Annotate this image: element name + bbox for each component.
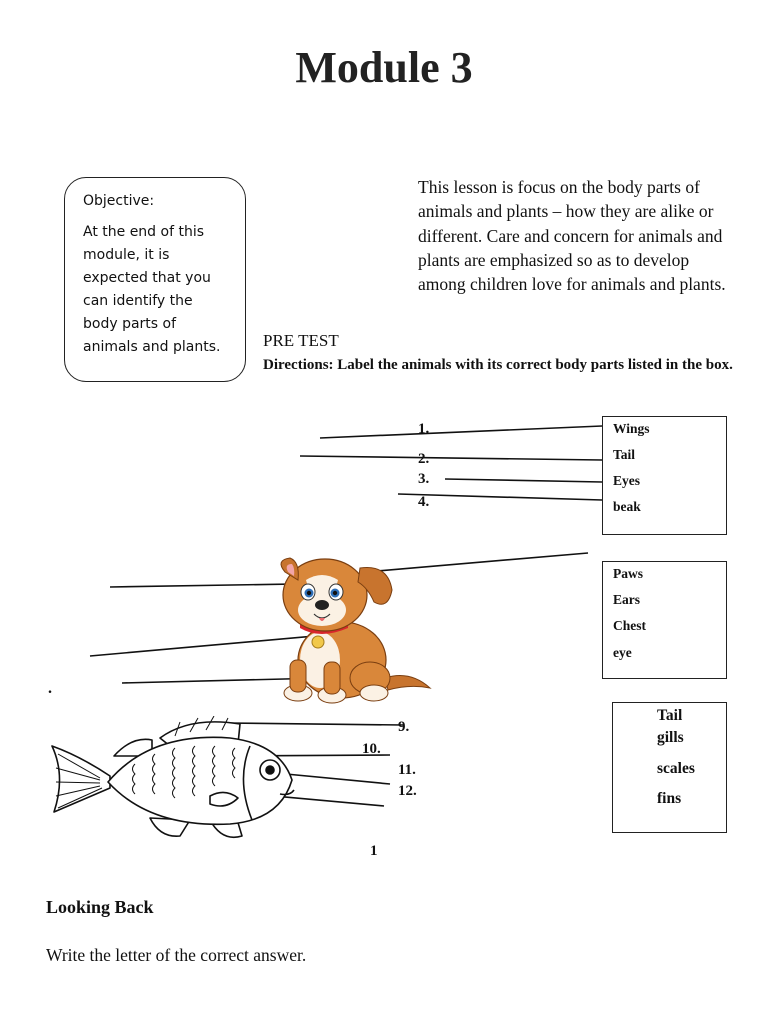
- word-item: eye: [613, 645, 632, 660]
- answer-number: 3.: [418, 471, 430, 487]
- dog-parts-box: [602, 561, 727, 679]
- label-line: [300, 456, 602, 460]
- section-instruction: Write the letter of the correct answer.: [46, 945, 307, 965]
- answer-number: 10.: [362, 741, 381, 757]
- answer-number: 4.: [418, 494, 430, 510]
- answer-number: 11.: [398, 762, 416, 778]
- word-item: fins: [657, 790, 682, 807]
- word-item: Tail: [613, 447, 636, 462]
- label-line: [320, 426, 602, 438]
- fish-parts-box: [612, 702, 727, 833]
- word-item: Paws: [613, 566, 643, 581]
- objective-heading: Objective:: [83, 193, 155, 209]
- page-number: 1: [370, 843, 378, 859]
- label-line: [445, 479, 602, 482]
- word-item: Tail: [657, 707, 683, 724]
- lesson-intro: This lesson is focus on the body parts of animals and plants – how they are alike or different. Care and concern for animals and plants are emphasized so as to develop among children love for animals and plants.: [418, 177, 726, 295]
- puppy-illustration: [270, 550, 435, 705]
- objective-text: At the end of this module, it is expected that you can identify the body parts of animals and plants.: [83, 224, 221, 355]
- pretest-heading: PRE TEST: [263, 331, 339, 350]
- word-item: Chest: [613, 618, 646, 633]
- word-item: beak: [613, 499, 641, 514]
- answer-number: 9.: [398, 719, 410, 735]
- word-item: Ears: [613, 592, 640, 607]
- answer-number: 12.: [398, 783, 417, 799]
- fish-illustration: [40, 716, 300, 846]
- pretest-directions: Directions: Label the animals with its correct body parts listed in the box.: [263, 357, 733, 373]
- word-item: scales: [657, 760, 695, 777]
- stray-dot: .: [48, 680, 52, 697]
- word-item: gills: [657, 729, 684, 746]
- bird-parts-box: [602, 416, 727, 535]
- module-title: Module 3: [295, 43, 473, 92]
- answer-number: 1.: [418, 421, 430, 437]
- word-item: Wings: [613, 421, 650, 436]
- section-heading: Looking Back: [46, 897, 154, 917]
- word-item: Eyes: [613, 473, 640, 488]
- answer-number: 2.: [418, 451, 430, 467]
